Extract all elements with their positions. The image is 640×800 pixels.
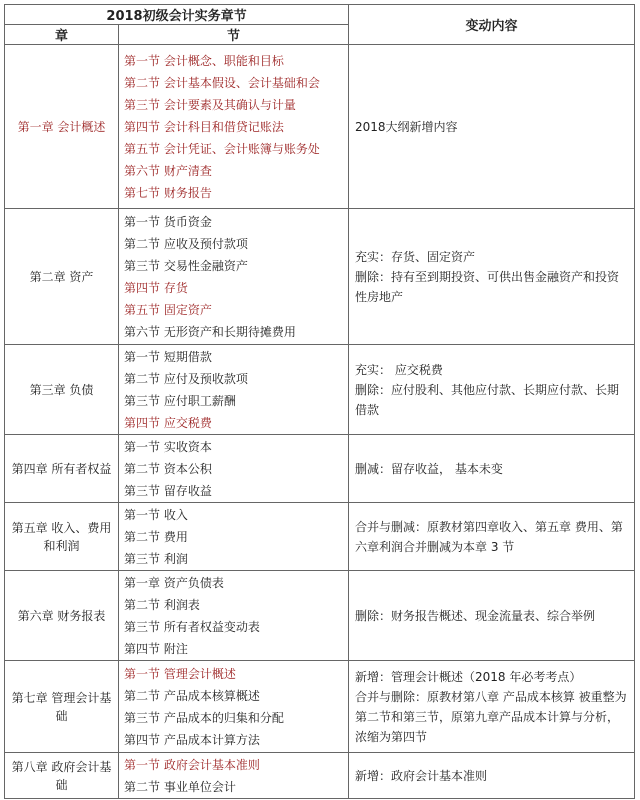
change-cell xyxy=(349,571,635,661)
section-item: 第一节 短期借款 xyxy=(124,349,212,364)
section-item: 第三节 交易性金融资产 xyxy=(124,258,248,273)
section-item: 第四节 存货 xyxy=(124,280,188,295)
change-cell xyxy=(349,753,635,799)
change-text: 合并与删减：原教材第四章收入、第五章 费用、第六章利润合并删减为本章 3 节 xyxy=(355,519,623,554)
table-row xyxy=(5,571,635,661)
section-item: 第二节 会计基本假设、会计基础和会 xyxy=(124,75,320,90)
syllabus-table xyxy=(4,4,635,799)
change-cell xyxy=(349,435,635,503)
section-item: 第五节 固定资产 xyxy=(124,302,212,317)
section-item: 第六节 财产清查 xyxy=(124,163,212,178)
sections-cell xyxy=(119,435,349,503)
section-item: 第一章 资产负债表 xyxy=(124,575,224,590)
section-item: 第二节 应付及预收款项 xyxy=(124,371,248,386)
section-item: 第一节 货币资金 xyxy=(124,214,212,229)
section-item: 第二节 费用 xyxy=(124,529,188,544)
change-cell xyxy=(349,209,635,345)
chapter-column-header: 章 xyxy=(5,25,119,45)
change-text: 2018大纲新增内容 xyxy=(355,119,458,134)
section-item: 第四节 附注 xyxy=(124,641,188,656)
change-text: 删除：应付股利、其他应付款、长期应付款、长期借款 xyxy=(355,382,620,417)
section-item: 第三节 应付职工薪酬 xyxy=(124,393,236,408)
chapter-cell: 第五章 收入、费用和利润 xyxy=(5,503,119,571)
change-text: 新增：政府会计基本准则 xyxy=(355,768,488,783)
sections-cell xyxy=(119,503,349,571)
change-text: 删减：留存收益， 基本未变 xyxy=(355,461,503,476)
table-row xyxy=(5,209,635,345)
change-text: 删除：持有至到期投资、可供出售金融资产和投资性房地产 xyxy=(355,269,620,304)
table-title: 2018初级会计实务章节 xyxy=(5,5,349,25)
change-text: 删除：财务报告概述、现金流量表、综合举例 xyxy=(355,608,596,623)
table-row xyxy=(5,661,635,753)
sections-cell xyxy=(119,45,349,209)
chapter-cell: 第六章 财务报表 xyxy=(5,571,119,661)
table-row xyxy=(5,435,635,503)
section-item: 第四节 产品成本计算方法 xyxy=(124,732,260,747)
sections-cell xyxy=(119,571,349,661)
section-item: 第六节 无形资产和长期待摊费用 xyxy=(124,324,296,339)
chapter-cell: 第二章 资产 xyxy=(5,209,119,345)
change-cell xyxy=(349,503,635,571)
change-cell xyxy=(349,661,635,753)
chapter-cell: 第一章 会计概述 xyxy=(5,45,119,209)
sections-cell xyxy=(119,661,349,753)
change-column-header: 变动内容 xyxy=(349,5,635,45)
section-item: 第一节 管理会计概述 xyxy=(124,666,236,681)
section-item: 第七节 财务报告 xyxy=(124,185,212,200)
chapter-cell: 第八章 政府会计基础 xyxy=(5,753,119,799)
change-cell xyxy=(349,345,635,435)
change-text: 充实： 应交税费 xyxy=(355,362,443,377)
section-item: 第二节 事业单位会计 xyxy=(124,779,236,794)
change-text: 充实：存货、固定资产 xyxy=(355,249,476,264)
sections-cell xyxy=(119,345,349,435)
change-text: 合并与删除：原教材第八章 产品成本核算 被重整为第二节和第三节，原第九章产品成本计算与分析，浓缩为第四节 xyxy=(355,689,627,744)
section-item: 第三节 所有者权益变动表 xyxy=(124,619,260,634)
section-item: 第二节 资本公积 xyxy=(124,461,212,476)
section-item: 第二节 应收及预付款项 xyxy=(124,236,248,251)
section-item: 第五节 会计凭证、会计账簿与账务处 xyxy=(124,141,320,156)
table-row xyxy=(5,753,635,799)
section-item: 第三节 利润 xyxy=(124,551,188,566)
section-item: 第三节 留存收益 xyxy=(124,483,212,498)
chapter-cell: 第三章 负债 xyxy=(5,345,119,435)
table-row xyxy=(5,45,635,209)
change-cell xyxy=(349,45,635,209)
section-column-header: 节 xyxy=(119,25,349,45)
chapter-cell: 第七章 管理会计基础 xyxy=(5,661,119,753)
table-row xyxy=(5,345,635,435)
section-item: 第三节 会计要素及其确认与计量 xyxy=(124,97,296,112)
change-text: 新增：管理会计概述（2018 年必考考点） xyxy=(355,669,582,684)
sections-cell xyxy=(119,753,349,799)
chapter-cell: 第四章 所有者权益 xyxy=(5,435,119,503)
section-item: 第二节 产品成本核算概述 xyxy=(124,688,260,703)
section-item: 第一节 收入 xyxy=(124,507,188,522)
section-item: 第四节 会计科目和借贷记账法 xyxy=(124,119,284,134)
section-item: 第三节 产品成本的归集和分配 xyxy=(124,710,284,725)
section-item: 第一节 实收资本 xyxy=(124,439,212,454)
section-item: 第二节 利润表 xyxy=(124,597,200,612)
section-item: 第四节 应交税费 xyxy=(124,415,212,430)
section-item: 第一节 政府会计基本准则 xyxy=(124,757,260,772)
sections-cell xyxy=(119,209,349,345)
section-item: 第一节 会计概念、职能和目标 xyxy=(124,53,284,68)
table-row xyxy=(5,503,635,571)
